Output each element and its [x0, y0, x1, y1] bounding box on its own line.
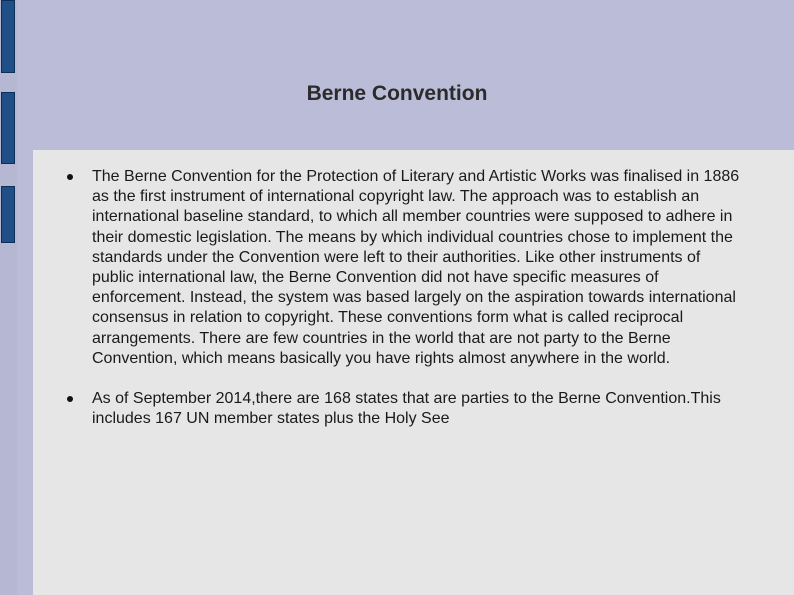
bullet-text: As of September 2014,there are 168 states that are parties to the Berne Convention.This includes 167 UN member states plus the Holy See — [92, 390, 721, 428]
bullet-item — [0, 389, 744, 429]
decoration-block — [1, 0, 15, 73]
bullet-icon — [67, 396, 73, 402]
bullet-list — [0, 167, 794, 449]
bullet-icon — [67, 174, 73, 180]
bullet-item — [0, 167, 744, 369]
slide-title: Berne Convention — [306, 82, 488, 105]
bullet-text: The Berne Convention for the Protection of Literary and Artistic Works was finalised in 1886 as the first instrument of international copyright law. The approach was to establish an international baseline standard, to which all member countries were supposed to adhere in their domestic legislation. The means by which individual countries chose to implement the standards under the Convention were left to their authorities. Like other instruments of public international law, the Berne Convention did not have specific measures of enforcement. Instead, the system was based largely on the aspiration towards international consensus in relation to copyright. These conventions form what is called reciprocal arrangements. There are few countries in the world that are not party to the Berne Convention, which means basically you have rights almost anywhere in the world. — [92, 168, 740, 367]
